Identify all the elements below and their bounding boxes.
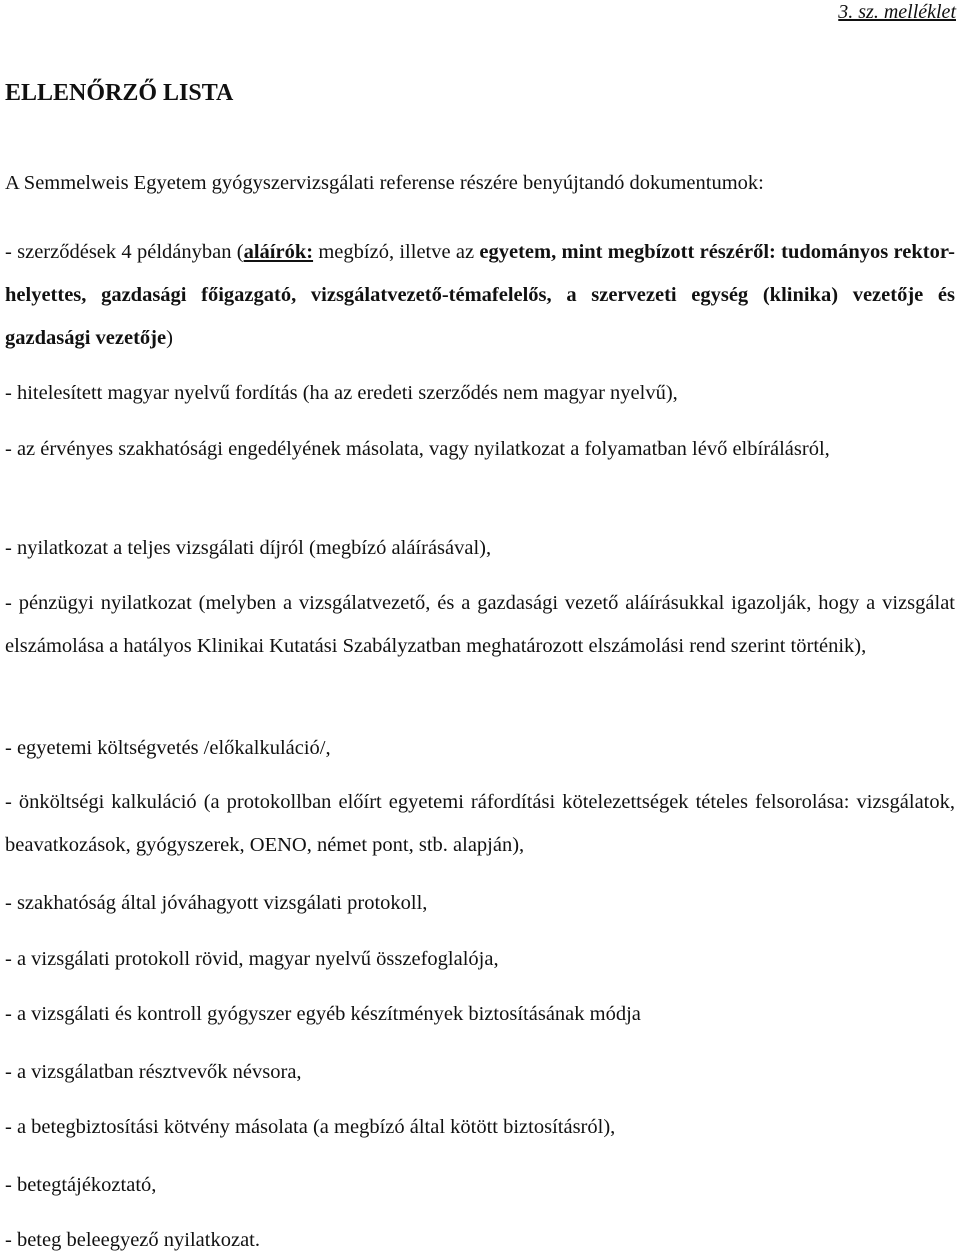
list-item: - nyilatkozat a teljes vizsgálati díjról (megbízó aláírásával), bbox=[5, 537, 492, 559]
list-item: - a betegbiztosítási kötvény másolata (a megbízó által kötött biztosításról), bbox=[5, 1116, 616, 1138]
list-item: - egyetemi költségvetés /előkalkuláció/, bbox=[5, 737, 331, 759]
list-item: - az érvényes szakhatósági engedélyének másolata, vagy nyilatkozat a folyamatban lévő elbírálásról, bbox=[5, 438, 830, 460]
document-title: ELLENŐRZŐ LISTA bbox=[5, 80, 234, 106]
contracts-prefix: - szerződések 4 példányban ( bbox=[5, 241, 244, 263]
contracts-mid: megbízó, illetve az bbox=[313, 241, 480, 263]
list-item: - a vizsgálati protokoll rövid, magyar nyelvű összefoglalója, bbox=[5, 948, 499, 970]
list-item: - a vizsgálatban résztvevők névsora, bbox=[5, 1061, 302, 1083]
list-item: - beteg beleegyező nyilatkozat. bbox=[5, 1229, 260, 1251]
list-item: - a vizsgálati és kontroll gyógyszer egyéb készítmények biztosításának módja bbox=[5, 1003, 641, 1025]
list-item: - pénzügyi nyilatkozat (melyben a vizsgálatvezető, és a gazdasági vezető aláírásukkal igazolják, hogy a vizsgálat elszámolása a hatályos Klinikai Kutatási Szabályzatban meghatározott elszámolási rend szerint történik), bbox=[5, 592, 955, 657]
list-item: - hitelesített magyar nyelvű fordítás (ha az eredeti szerződés nem magyar nyelvű), bbox=[5, 382, 678, 404]
contracts-suffix: ) bbox=[166, 327, 173, 349]
list-item-contracts bbox=[5, 231, 955, 360]
list-item: - szakhatóság által jóváhagyott vizsgálati protokoll, bbox=[5, 892, 428, 914]
list-item: - önköltségi kalkuláció (a protokollban előírt egyetemi ráfordítási kötelezettségek tételes felsorolása: vizsgálatok, beavatkozások, gyógyszerek, OENO, német pont, stb. alapján), bbox=[5, 791, 955, 856]
signers-label: aláírók: bbox=[243, 241, 314, 263]
university-signers: egyetem, mint megbízott részéről: tudományos rektor-helyettes, gazdasági főigazgató, vizsgálatvezető-témafelelős, a szervezeti egység (klinika) vezetője és gazdasági vezetője bbox=[5, 241, 955, 349]
intro-text: A Semmelweis Egyetem gyógyszervizsgálati referense részére benyújtandó dokumentumok: bbox=[5, 172, 764, 194]
list-item: - betegtájékoztató, bbox=[5, 1174, 157, 1196]
annex-label: 3. sz. melléklet bbox=[838, 1, 956, 23]
